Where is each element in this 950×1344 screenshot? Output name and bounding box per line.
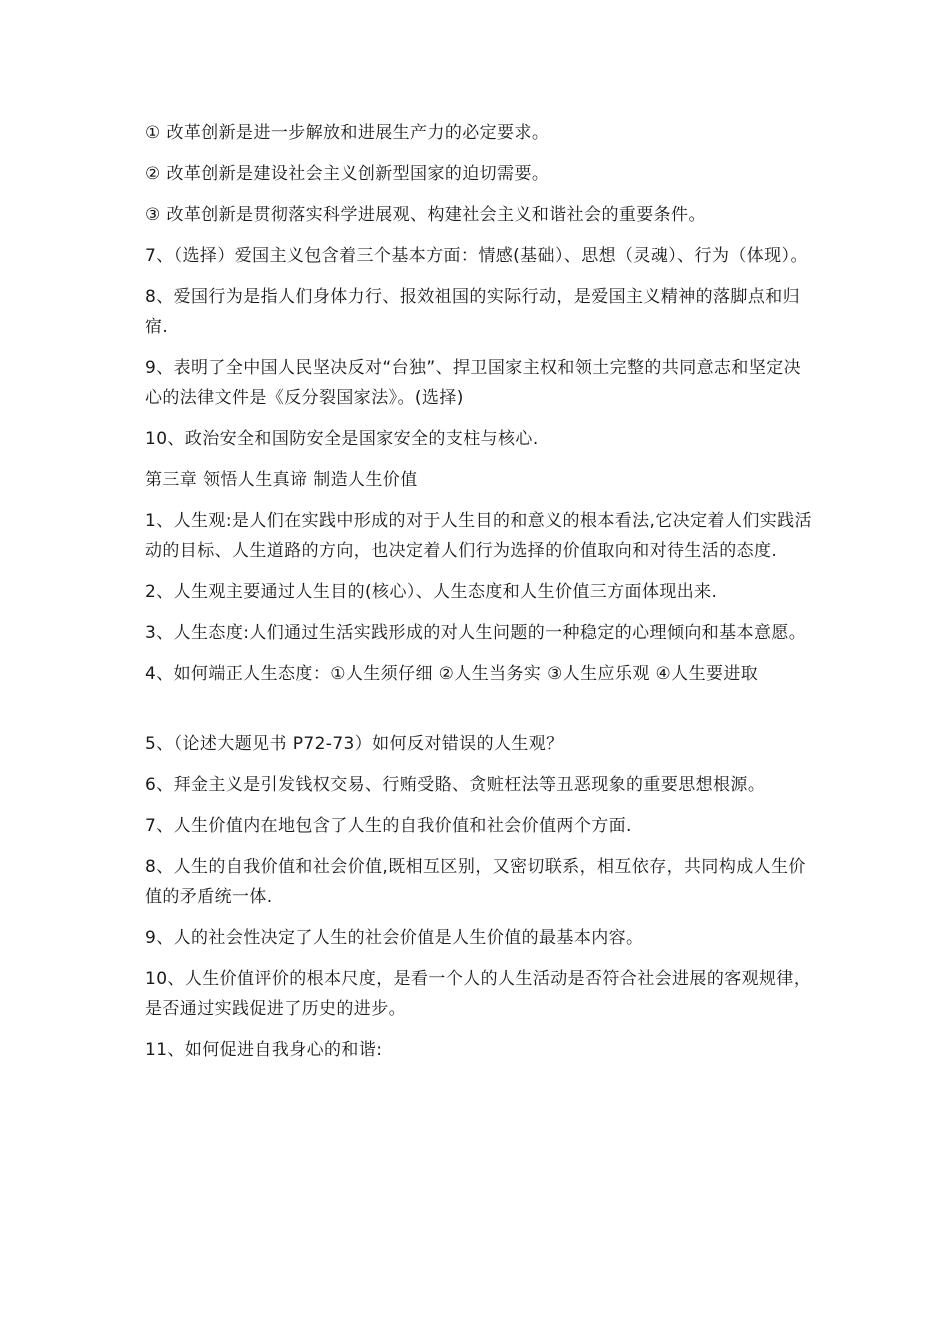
item-1-outlook-on-life: 1、人生观:是人们在实践中形成的对于人生目的和意义的根本看法,它决定着人们实践活动的目标、人生道路的方向，也决定着人们行为选择的价值取向和对待生活的态度. bbox=[145, 511, 812, 561]
item-5-essay-question: 5、（论述大题见书 P72-73）如何反对错误的人生观？ bbox=[145, 734, 564, 754]
reform-point-1: ① 改革创新是进一步解放和进展生产力的必定要求。 bbox=[145, 123, 550, 143]
item-8-value-unity: 8、人生的自我价值和社会价值,既相互区别，又密切联系，相互依存，共同构成人生价值的矛盾统一体. bbox=[145, 857, 806, 907]
item-10-evaluation-standard: 10、人生价值评价的根本尺度，是看一个人的人生活动是否符合社会进展的客观规律，是否通过实践促进了历史的进步。 bbox=[145, 969, 812, 1019]
reform-point-3: ③ 改革创新是贯彻落实科学进展观、构建社会主义和谐社会的重要条件。 bbox=[145, 205, 706, 225]
item-11-harmony: 11、如何促进自我身心的和谐: bbox=[145, 1040, 383, 1060]
document-page bbox=[145, 118, 813, 1076]
item-9-social-value: 9、人的社会性决定了人生的社会价值是人生价值的最基本内容。 bbox=[145, 928, 644, 948]
item-3-life-attitude: 3、人生态度:人们通过生活实践形成的对人生问题的一种稳定的心理倾向和基本意愿。 bbox=[145, 623, 807, 643]
item-6-money-worship: 6、拜金主义是引发钱权交易、行贿受賂、贪赃枉法等丑恶现象的重要思想根源。 bbox=[145, 775, 766, 795]
item-7-patriotism: 7、（选择）爱国主义包含着三个基本方面：情感(基础）、思想（灵魂）、行为（体现）。 bbox=[145, 246, 808, 266]
reform-point-2: ② 改革创新是建设社会主义创新型国家的迫切需要。 bbox=[145, 164, 550, 184]
chapter-3-heading: 第三章 领悟人生真谛 制造人生价值 bbox=[145, 470, 418, 490]
item-9-anti-secession-law: 9、表明了全中国人民坚决反对“台独”、捍卫国家主权和领土完整的共同意志和坚定决心的法律文件是《反分裂国家法》。(选择) bbox=[145, 358, 802, 408]
item-7-value-aspects: 7、人生价值内在地包含了人生的自我价值和社会价值两个方面. bbox=[145, 816, 632, 836]
item-8-patriotic-action: 8、爱国行为是指人们身体力行、报效祖国的实际行动，是爱国主义精神的落脚点和归宿. bbox=[145, 287, 801, 337]
item-10-national-security: 10、政治安全和国防安全是国家安全的支柱与核心. bbox=[145, 429, 539, 449]
item-2-outlook-aspects: 2、人生观主要通过人生目的(核心）、人生态度和人生价值三方面体现出来. bbox=[145, 582, 718, 602]
item-4-correct-attitude: 4、如何端正人生态度：①人生须仔细 ②人生当务实 ③人生应乐观 ④人生要进取 bbox=[145, 664, 759, 684]
